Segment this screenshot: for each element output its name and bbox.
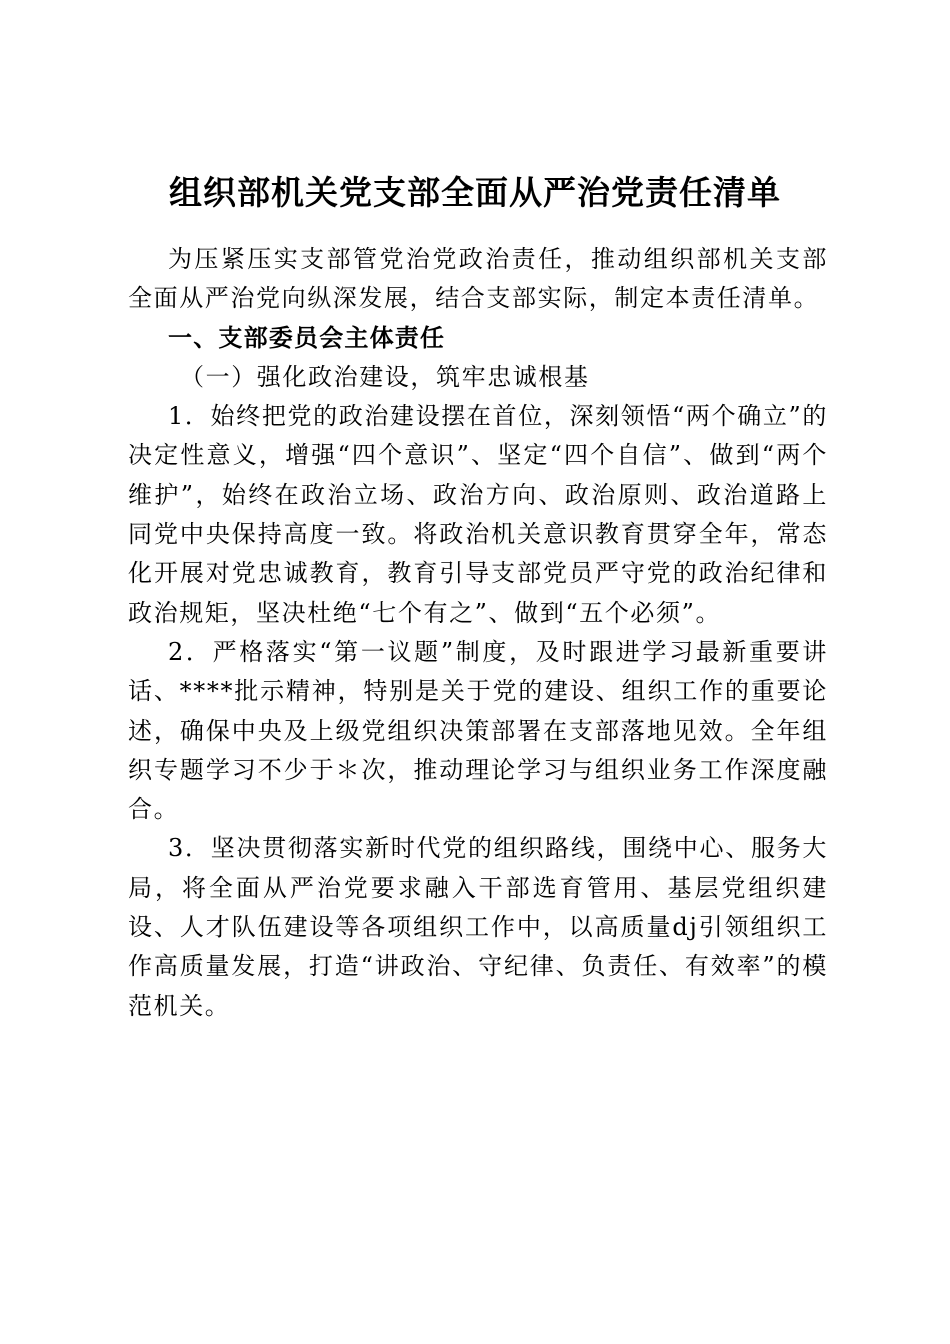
list-item: 2．严格落实“第一议题”制度，及时跟进学习最新重要讲话、****批示精神，特别是关于党的建设、组织工作的重要论述，确保中央及上级党组织决策部署在支部落地见效。全年组织专题学习不少于＊次，推动理论学习与组织业务工作深度融合。 <box>128 637 828 824</box>
list-item: 3．坚决贯彻落实新时代党的组织路线，围绕中心、服务大局，将全面从严治党要求融入干部选育管用、基层党组织建设、人才队伍建设等各项组织工作中，以高质量dj引领组织工作高质量发展，打造“讲政治、守纪律、负责任、有效率”的模范机关。 <box>128 834 828 1020</box>
list-item: 1．始终把党的政治建设摆在首位，深刻领悟“两个确立”的决定性意义，增强“四个意识”、坚定“四个自信”、做到“两个维护”，始终在政治立场、政治方向、政治原则、政治道路上同党中央保持高度一致。将政治机关意识教育贯穿全年，常态化开展对党忠诚教育，教育引导支部党员严守党的政治纪律和政治规矩，坚决杜绝“七个有之”、做到“五个必须”。 <box>128 402 828 627</box>
document-body <box>128 240 828 1026</box>
document-title: 组织部机关党支部全面从严治党责任清单 <box>169 173 781 212</box>
subsection-heading: （一）强化政治建设，筑牢忠诚根基 <box>180 362 590 391</box>
intro-paragraph: 为压紧压实支部管党治党政治责任，推动组织部机关支部全面从严治党向纵深发展，结合支部实际，制定本责任清单。 <box>128 245 828 313</box>
section-heading: 一、支部委员会主体责任 <box>168 323 446 352</box>
